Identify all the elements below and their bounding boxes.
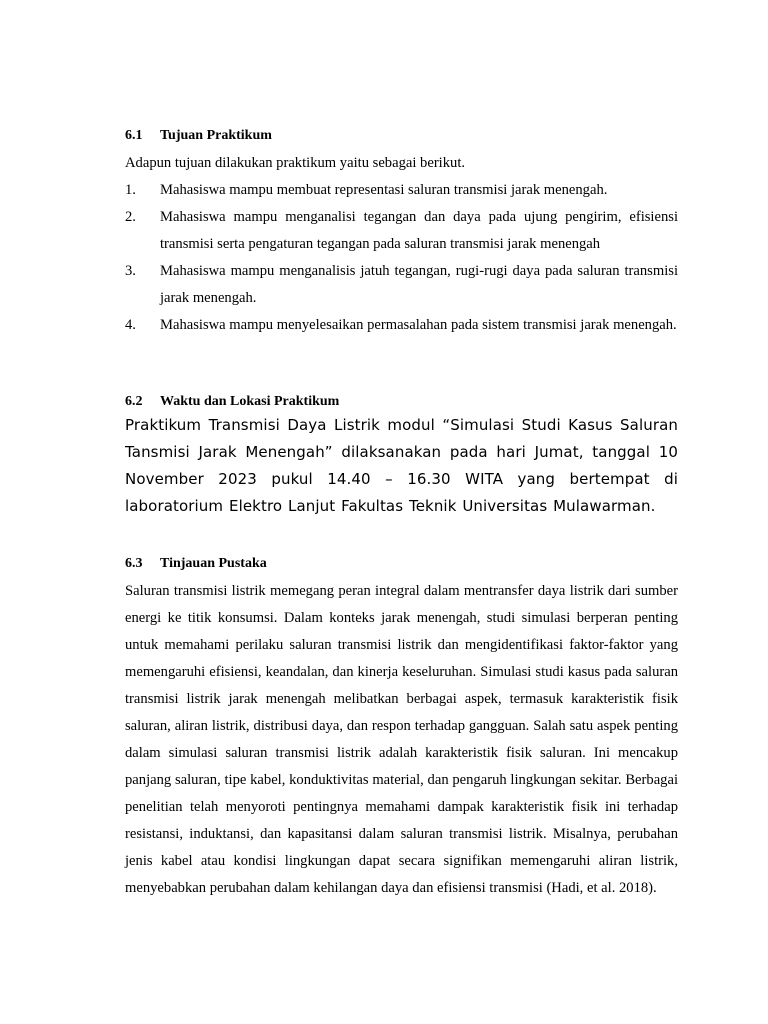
- section-heading: [125, 126, 678, 146]
- list-item-text: Mahasiswa mampu menganalisi tegangan dan daya pada ujung pengirim, efisiensi transmisi serta pengaturan tegangan pada saluran transmisi jarak menengah: [160, 209, 678, 252]
- list-item: [125, 204, 678, 258]
- section-body: Saluran transmisi listrik memegang peran integral dalam mentransfer daya listrik dari sumber energi ke titik konsumsi. Dalam konteks jarak menengah, studi simulasi berperan penting untuk memahami perilaku saluran transmisi listrik dan mengidentifikasi faktor-faktor yang memengaruhi efisiensi, keandalan, dan kinerja keseluruhan. Simulasi studi kasus pada saluran transmisi listrik jarak menengah melibatkan berbagai aspek, termasuk karakteristik fisik saluran, aliran listrik, distribusi daya, dan respon terhadap gangguan. Salah satu aspek penting dalam simulasi saluran transmisi listrik adalah karakteristik fisik saluran. Ini mencakup panjang saluran, tipe kabel, konduktivitas material, dan pengaruh lingkungan sekitar. Berbagai penelitian telah menyoroti pentingnya memahami dampak karakteristik fisik ini terhadap resistansi, induktansi, dan kapasitansi dalam saluran transmisi listrik. Misalnya, perubahan jenis kabel atau kondisi lingkungan dapat secara signifikan memengaruhi aliran listrik, menyebabkan perubahan dalam kehilangan daya dan efisiensi transmisi (Hadi, et al. 2018).: [125, 583, 678, 896]
- list-item: [125, 312, 678, 339]
- list-item-number: 4.: [125, 317, 136, 333]
- section-heading: [125, 554, 678, 574]
- section-body: Praktikum Transmisi Daya Listrik modul “Simulasi Studi Kasus Saluran Tansmisi Jarak Menengah” dilaksanakan pada hari Jumat, tanggal 10 November 2023 pukul 14.40 – 16.30 WITA yang bertempat di laboratorium Elektro Lanjut Fakultas Teknik Universitas Mulawarman.: [125, 416, 678, 515]
- section-number: 6.2: [125, 394, 143, 409]
- list-item-number: 3.: [125, 263, 136, 279]
- list-item: [125, 177, 678, 204]
- objectives-list: [125, 177, 678, 339]
- list-item-number: 2.: [125, 209, 136, 225]
- list-item-number: 1.: [125, 182, 136, 198]
- section-number: 6.3: [125, 556, 143, 571]
- list-item-text: Mahasiswa mampu membuat representasi saluran transmisi jarak menengah.: [160, 182, 608, 198]
- section-tujuan-praktikum: [125, 126, 678, 339]
- section-waktu-lokasi: [125, 392, 678, 520]
- section-tinjauan-pustaka: [125, 554, 678, 902]
- section-number: 6.1: [125, 128, 143, 143]
- list-item-text: Mahasiswa mampu menganalisis jatuh tegangan, rugi-rugi daya pada saluran transmisi jarak menengah.: [160, 263, 678, 306]
- section-title: Tinjauan Pustaka: [160, 556, 267, 571]
- section-title: Tujuan Praktikum: [160, 128, 272, 143]
- section-title: Waktu dan Lokasi Praktikum: [160, 394, 340, 409]
- section-heading: [125, 392, 678, 412]
- section-intro: Adapun tujuan dilakukan praktikum yaitu sebagai berikut.: [125, 155, 466, 171]
- list-item-text: Mahasiswa mampu menyelesaikan permasalahan pada sistem transmisi jarak menengah.: [160, 317, 677, 333]
- list-item: [125, 258, 678, 312]
